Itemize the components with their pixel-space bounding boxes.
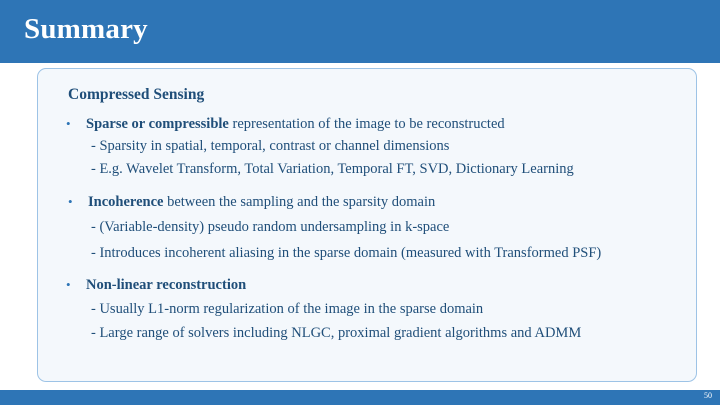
slide-title: Summary xyxy=(24,13,148,45)
bullet-bold: Non-linear reconstruction xyxy=(86,277,247,293)
sub-item: - Introduces incoherent aliasing in the sparse domain (measured with Transformed PSF) xyxy=(91,245,602,261)
bullet-text xyxy=(86,116,505,133)
sub-item: - Sparsity in spatial, temporal, contrast or channel dimensions xyxy=(91,138,450,154)
sub-item: - Usually L1-norm regularization of the image in the sparse domain xyxy=(91,301,484,317)
sub-item: - Large range of solvers including NLGC, proximal gradient algorithms and ADMM xyxy=(91,325,582,341)
bullet-rest: representation of the image to be reconstructed xyxy=(228,116,505,132)
bullet-text xyxy=(88,194,435,211)
bullet-dot-icon: • xyxy=(68,194,73,209)
bullet-rest: between the sampling and the sparsity domain xyxy=(163,194,436,210)
page-number: 50 xyxy=(704,391,712,400)
bullet-text xyxy=(86,277,246,294)
bullet-dot-icon: • xyxy=(66,116,71,131)
bullet-bold: Sparse or compressible xyxy=(86,116,229,132)
sub-item: - E.g. Wavelet Transform, Total Variation, Temporal FT, SVD, Dictionary Learning xyxy=(91,161,574,177)
footer-bar xyxy=(0,390,720,405)
bullet-bold: Incoherence xyxy=(88,194,164,210)
section-heading: Compressed Sensing xyxy=(68,86,205,103)
sub-item: - (Variable-density) pseudo random undersampling in k-space xyxy=(91,219,450,235)
title-bar xyxy=(0,0,720,63)
bullet-dot-icon: • xyxy=(66,277,71,292)
